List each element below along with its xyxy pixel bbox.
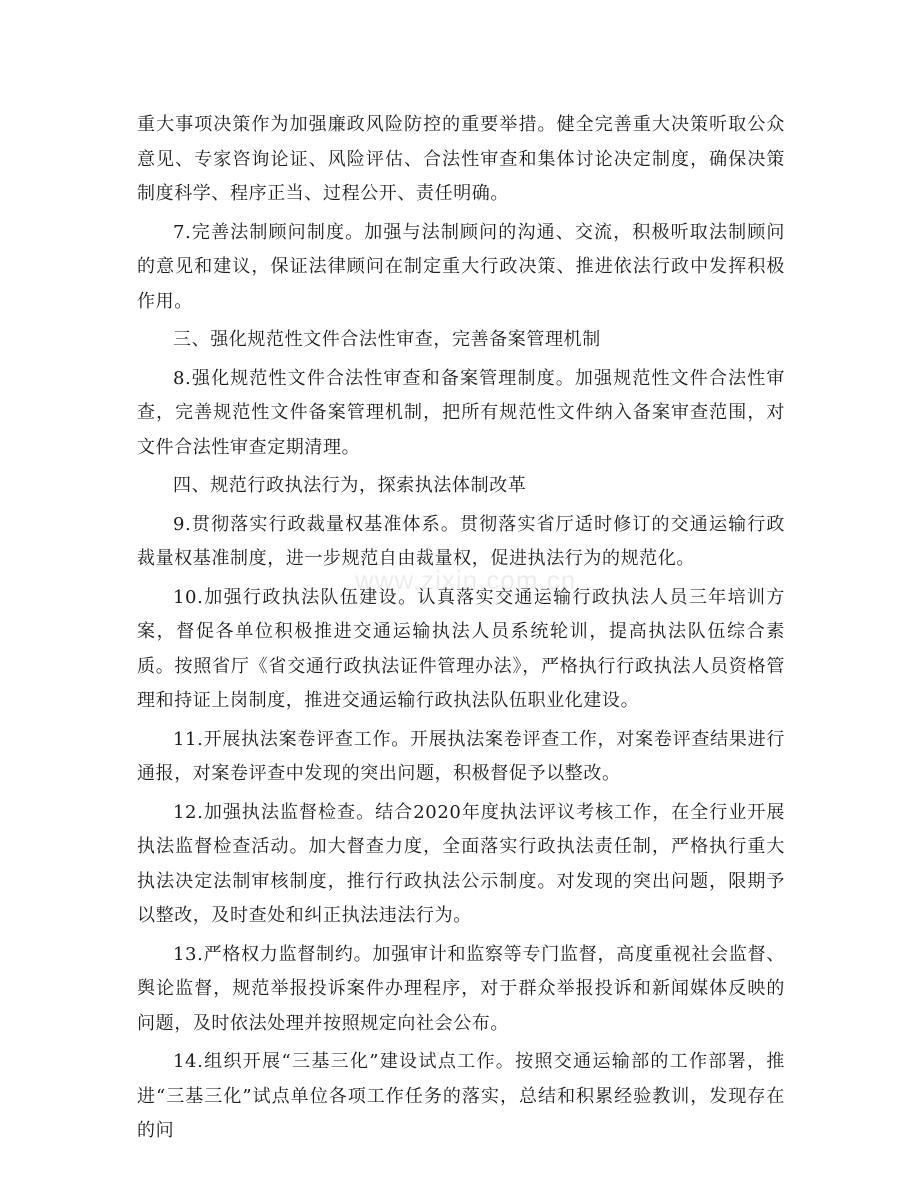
paragraph-item-13: 13.严格权力监督制约。加强审计和监察等专门监督，高度重视社会监督、舆论监督，规范举报投诉案件办理程序，对于群众举报投诉和新闻媒体反映的问题，及时依法处理并按照规定向社会公布。 [137, 943, 785, 1034]
paragraph-item-14: 14.组织开展“三基三化”建设试点工作。按照交通运输部的工作部署，推进“三基三化”试点单位各项工作任务的落实，总结和积累经验教训，发现存在的问 [137, 1051, 785, 1141]
paragraph-continuation: 重大事项决策作为加强廉政风险防控的重要举措。健全完善重大决策听取公众意见、专家咨询论证、风险评估、合法性审查和集体讨论决定制度，确保决策制度科学、程序正当、过程公开、责任明确。 [137, 114, 785, 204]
paragraph-item-12: 12.加强执法监督检查。结合2020年度执法评议考核工作，在全行业开展执法监督检查活动。加大督查力度，全面落实行政执法责任制，严格执行重大执法决定法制审核制度，推行行政执法公示制度。对发现的突出问题，限期予以整改，及时查处和纠正执法违法行为。 [137, 801, 785, 926]
paragraph-item-7: 7.完善法制顾问制度。加强与法制顾问的沟通、交流，积极听取法制顾问的意见和建议，保证法律顾问在制定重大行政决策、推进依法行政中发挥积极作用。 [137, 221, 785, 312]
section-heading-4: 四、规范行政执法行为，探索执法体制改革 [173, 475, 527, 496]
paragraph-item-11: 11.开展执法案卷评查工作。开展执法案卷评查工作，对案卷评查结果进行通报，对案卷评查中发现的突出问题，积极督促予以整改。 [137, 728, 785, 784]
paragraph-item-9: 9.贯彻落实行政裁量权基准体系。贯彻落实省厅适时修订的交通运输行政裁量权基准制度，进一步规范自由裁量权，促进执法行为的规范化。 [137, 513, 785, 569]
paragraph-item-8: 8.强化规范性文件合法性审查和备案管理制度。加强规范性文件合法性审查，完善规范性文件备案管理机制，把所有规范性文件纳入备案审查范围，对文件合法性审查定期清理。 [137, 367, 785, 458]
document-page [137, 108, 785, 1153]
watermark: www.zixin.com.cn [355, 565, 577, 595]
paragraph-item-10: 10.加强行政执法队伍建设。认真落实交通运输行政执法人员三年培训方案，督促各单位积极推进交通运输执法人员系统轮训，提高执法队伍综合素质。按照省厅《省交通行政执法证件管理办法》，严格执行行政执法人员资格管理和持证上岗制度，推进交通运输行政执法队伍职业化建设。 [137, 586, 785, 711]
section-heading-3: 三、强化规范性文件合法性审查，完善备案管理机制 [173, 329, 601, 350]
